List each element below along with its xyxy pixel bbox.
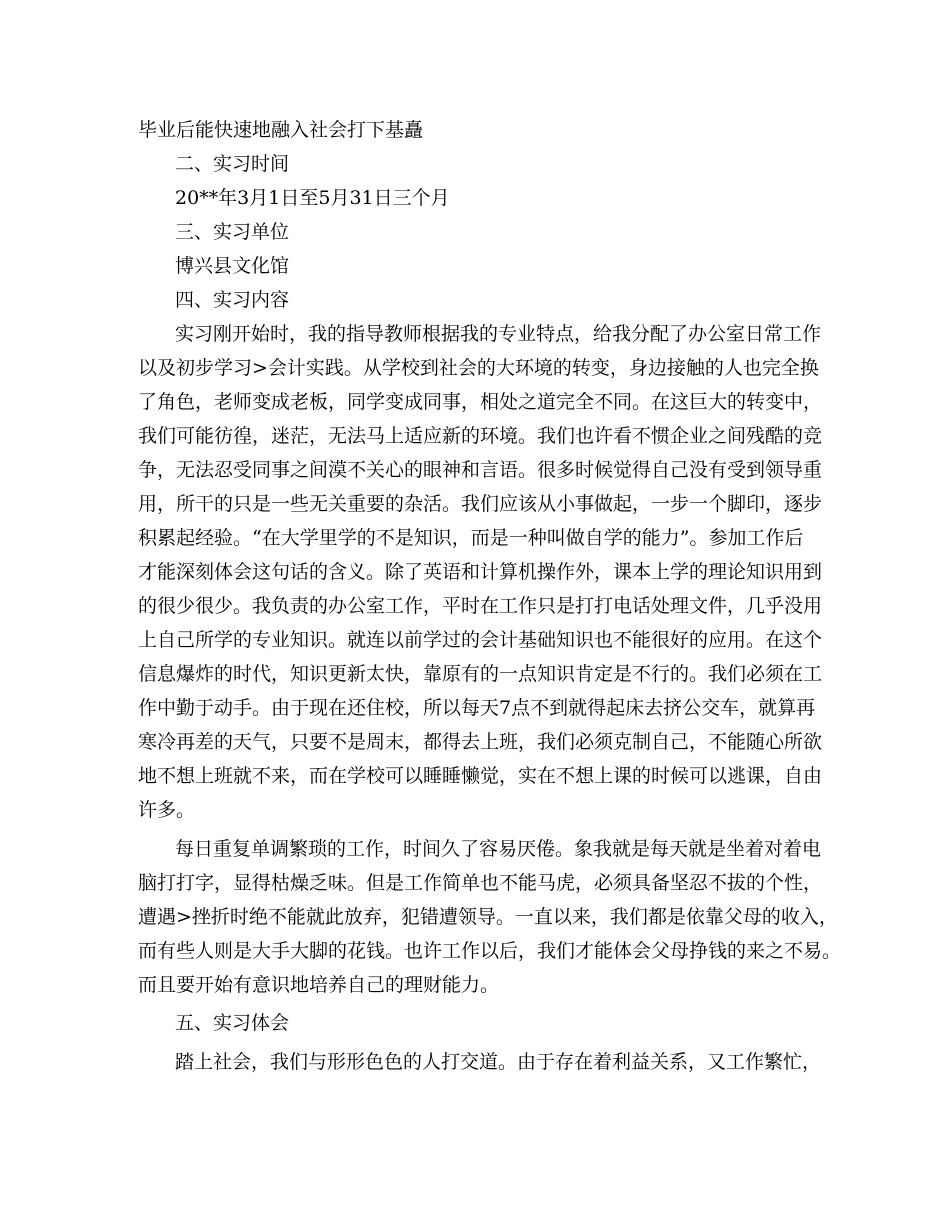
- paragraph-line: 才能深刻体会这句话的含义。除了英语和计算机操作外，课本上学的理论知识用到: [138, 561, 823, 583]
- paragraph-line: 脑打打字，显得枯燥乏味。但是工作简单也不能马虎，必须具备坚忍不拔的个性，: [138, 872, 823, 894]
- paragraph-line: 20**年3月1日至5月31日三个月: [175, 187, 450, 209]
- paragraph-line: 我们可能彷徨，迷茫，无法马上适应新的环境。我们也许看不惯企业之间残酷的竞: [138, 425, 823, 447]
- paragraph-line: 了角色，老师变成老板，同学变成同事，相处之道完全不同。在这巨大的转变中，: [138, 391, 823, 413]
- paragraph-line: 上自己所学的专业知识。就连以前学过的会计基础知识也不能很好的应用。在这个: [138, 629, 823, 651]
- paragraph-line: 而且要开始有意识地培养自己的理财能力。: [138, 974, 500, 996]
- paragraph-line: 而有些人则是大手大脚的花钱。也许工作以后，我们才能体会父母挣钱的来之不易。: [138, 940, 842, 962]
- paragraph-line: 实习刚开始时，我的指导教师根据我的专业特点，给我分配了办公室日常工作: [175, 323, 822, 345]
- paragraph-line: 争，无法忍受同事之间漠不关心的眼神和言语。很多时候觉得自己没有受到领导重: [138, 459, 823, 481]
- paragraph-line: 博兴县文化馆: [175, 255, 290, 277]
- section-heading: 二、实习时间: [175, 153, 290, 175]
- paragraph-line: 每日重复单调繁琐的工作，时间久了容易厌倦。象我就是每天就是坐着对着电: [175, 838, 822, 860]
- paragraph-line: 积累起经验。“在大学里学的不是知识，而是一种叫做自学的能力”。参加工作后: [138, 527, 804, 549]
- paragraph-line: 踏上社会，我们与形形色色的人打交道。由于存在着利益关系，又工作繁忙，: [175, 1051, 822, 1073]
- paragraph-line: 的很少很少。我负责的办公室工作，平时在工作只是打打电话处理文件，几乎没用: [138, 595, 823, 617]
- paragraph-line: 许多。: [138, 799, 196, 821]
- paragraph-line: 毕业后能快速地融入社会打下基矗: [138, 119, 424, 141]
- section-heading: 五、实习体会: [175, 1012, 290, 1034]
- paragraph-line: 寒冷再差的天气，只要不是周末，都得去上班，我们必须克制自己，不能随心所欲: [138, 731, 823, 753]
- paragraph-line: 信息爆炸的时代，知识更新太快，靠原有的一点知识肯定是不行的。我们必须在工: [138, 663, 823, 685]
- paragraph-line: 用，所干的只是一些无关重要的杂活。我们应该从小事做起，一步一个脚印，逐步: [138, 493, 823, 515]
- section-heading: 三、实习单位: [175, 221, 290, 243]
- paragraph-line: 地不想上班就不来，而在学校可以睡睡懒觉，实在不想上课的时候可以逃课，自由: [138, 765, 823, 787]
- paragraph-line: 遭遇>挫折时绝不能就此放弃，犯错遭领导。一直以来，我们都是依靠父母的收入，: [138, 906, 838, 928]
- paragraph-line: 以及初步学习>会计实践。从学校到社会的大环境的转变，身边接触的人也完全换: [138, 357, 819, 379]
- paragraph-line: 作中勤于动手。由于现在还住校，所以每天7点不到就得起床去挤公交车，就算再: [138, 697, 816, 719]
- section-heading: 四、实习内容: [175, 289, 290, 311]
